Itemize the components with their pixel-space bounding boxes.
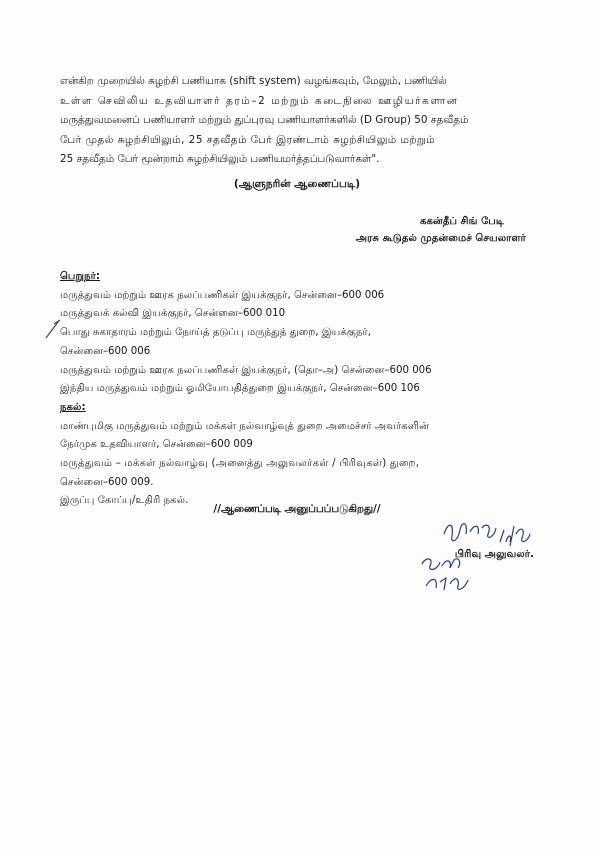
- signatory-name: ககன்தீப் சிங் பேடி: [419, 216, 504, 227]
- recipient-line: பொது சுகாதாரம் மற்றும் நோய்த் தடுப்பு மருந்துத் துறை, இயக்குநர்,: [60, 327, 371, 339]
- recipients-heading: பெறுநர்:: [60, 271, 100, 282]
- recipient-line: மருத்துவக் கல்வி இயக்குநர், சென்னை–600 010: [60, 308, 286, 320]
- forwarding-line: //ஆணைப்படி அனுப்பப்படுகிறது//: [213, 503, 381, 515]
- paragraph-line: 25 சதவீதம் பேர் மூன்றாம் சுழற்சியிலும் பணியமர்த்தப்படுவார்கள்".: [60, 153, 380, 165]
- recipient-line: சென்னை–600 006: [60, 345, 151, 357]
- copy-line: மாண்புமிகு மருத்துவம் மற்றும் மக்கள் நல்வாழ்வுத் துறை அமைச்சர் அவர்களின்: [60, 420, 429, 432]
- order-paragraph: [60, 72, 548, 170]
- paragraph-line: மருத்துவமனைப் பணியாளர் மற்றும் துப்புரவு பணியாளர்களில் (D Group) 50 சதவீதம்: [60, 114, 469, 126]
- governor-order-line: (ஆளுநரின் ஆணைப்படி): [233, 178, 361, 190]
- copy-line: நேர்முக உதவியாளர், சென்னை–600 009: [60, 439, 253, 451]
- recipient-line: மருத்துவம் மற்றும் ஊரக நலப்பணிகள் இயக்குநர், (தொ–அ) சென்னை–600 006: [60, 364, 432, 376]
- handwritten-signature: [418, 552, 476, 596]
- paragraph-line: உள்ள செவிலிய உதவியாளர் தரம்–2 மற்றும் கடைநிலை ஊழியர்களான: [60, 94, 459, 107]
- copy-line: சென்னை–600 009.: [60, 476, 154, 488]
- paragraph-line: பேர் முதல் சுழற்சியிலும், 25 சதவீதம் பேர் இரண்டாம் சுழற்சியிலும் மற்றும்: [60, 133, 435, 146]
- copy-line: இருப்பு கோப்பு/உதிரி நகல்.: [60, 495, 189, 507]
- recipient-line: இந்திய மருத்துவம் மற்றும் ஓமியோபதித்துறை இயக்குநர், சென்னை–600 106: [60, 383, 420, 395]
- section-officer-title: பிரிவு அலுவலர்.: [454, 549, 534, 560]
- copy-to-heading: நகல்:: [60, 401, 86, 413]
- copy-line: மருத்துவம் – மக்கள் நல்வாழ்வு (அனைத்து அலுவலர்கள் / பிரிவுகள்) துறை,: [60, 458, 420, 470]
- signatory-designation: அரசு கூடுதல் முதன்மைச் செயலாளர்: [355, 233, 526, 244]
- recipient-line: மருத்துவம் மற்றும் ஊரக நலப்பணிகள் இயக்குநர், சென்னை–600 006: [60, 289, 385, 301]
- address-block: [60, 268, 550, 511]
- handwritten-tick-mark: [44, 318, 64, 340]
- paragraph-line: என்கிற முறையில் சுழற்சி பணியாக (shift system) வழங்கவும், மேலும், பணியில்: [60, 75, 447, 87]
